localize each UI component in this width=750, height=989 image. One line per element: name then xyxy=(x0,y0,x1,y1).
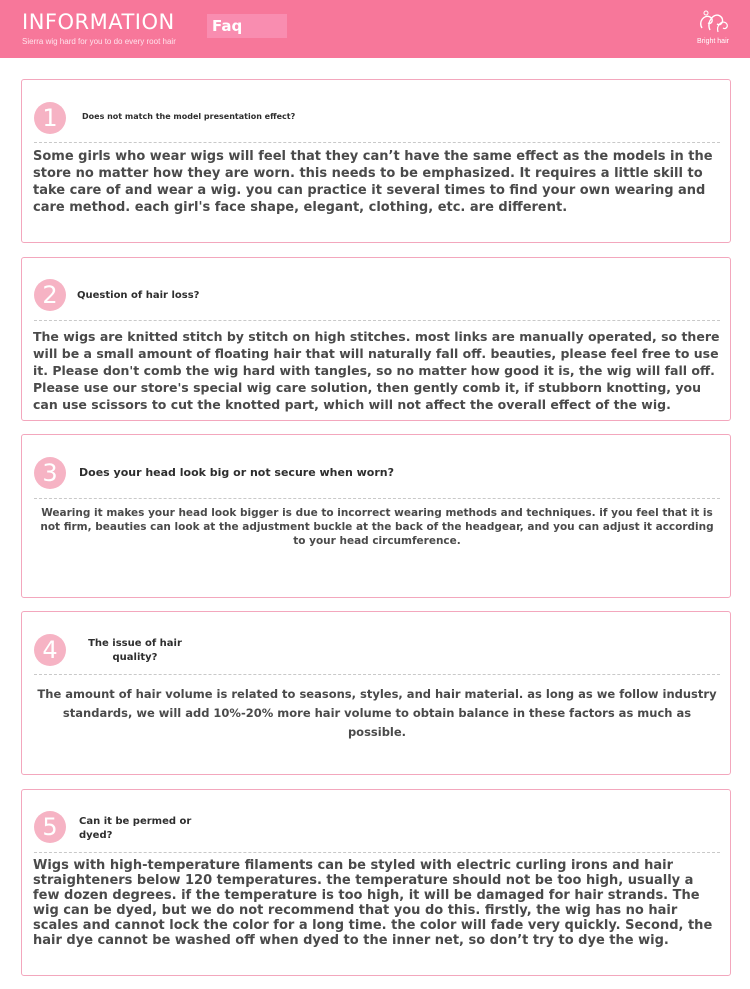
curly-hair-icon xyxy=(696,8,730,36)
dashed-divider xyxy=(34,142,720,143)
dashed-divider xyxy=(34,320,720,321)
dashed-divider xyxy=(34,674,720,675)
faq-item-2 xyxy=(21,257,731,421)
faq-answer: Wearing it makes your head look bigger is due to incorrect wearing methods and techniques. if you feel that it is not firm, beauties can look at the adjustment buckle at the back of the headgear, and you can adjust it according to your head circumference. xyxy=(40,507,714,547)
number-badge: 4 xyxy=(34,634,66,666)
faq-answer: The wigs are knitted stitch by stitch on high stitches. most links are manually operated, so there will be a small amount of floating hair that will naturally fall off. beauties, please feel free to use it. Please don't comb the wig hard with tangles, so no matter how good it is, the wig will fall off. Please use our store's special wig care solution, then gently comb it, if stubborn knotting, you can use scissors to cut the knotted part, which will not affect the overall effect of the wig. xyxy=(33,329,720,412)
number-badge: 2 xyxy=(34,279,66,311)
faq-question: Does not match the model presentation effect? xyxy=(82,112,296,121)
faq-question: The issue of hair quality? xyxy=(88,638,182,663)
faq-answer: Some girls who wear wigs will feel that they can’t have the same effect as the models in the store no matter how they are worn. this needs to be emphasized. It requires a little skill to take care of and wear a wig. you can practice it several times to find your own wearing and care method. each girl's face shape, elegant, clothing, etc. are different. xyxy=(33,149,713,215)
faq-item-1 xyxy=(21,79,731,243)
faq-item-4 xyxy=(21,611,731,775)
number-badge: 5 xyxy=(34,811,66,843)
faq-tab[interactable]: Faq xyxy=(207,14,287,38)
page-title: INFORMATION xyxy=(22,10,175,34)
faq-question: Can it be permed or dyed? xyxy=(79,816,192,841)
brand-logo xyxy=(688,8,738,52)
dashed-divider xyxy=(34,498,720,499)
page-subtitle: Sierra wig hard for you to do every root hair xyxy=(22,37,176,46)
faq-question: Question of hair loss? xyxy=(77,290,200,301)
faq-answer: The amount of hair volume is related to seasons, styles, and hair material. as long as we follow industry standards, we will add 10%-20% more hair volume to obtain balance in these factors as much as possible. xyxy=(37,687,717,739)
number-badge: 1 xyxy=(34,102,66,134)
brand-name: Bright hair xyxy=(697,38,729,45)
faq-item-3 xyxy=(21,434,731,598)
faq-answer: Wigs with high-temperature filaments can be styled with electric curling irons and hair straighteners below 120 temperatures. the temperature should not be too high, usually a few dozen degrees. if the temperature is too high, it will be damaged for hair strands. The wig can be dyed, but we do not recommend that you do this. firstly, the wig has no hair scales and cannot lock the color for a long time. the color will fade very quickly. Second, the hair dye cannot be washed off when dyed to the inner net, so don’t try to dye the wig. xyxy=(33,858,713,948)
faq-item-5 xyxy=(21,789,731,976)
dashed-divider xyxy=(34,852,720,853)
header-banner xyxy=(0,0,750,58)
faq-question: Does your head look big or not secure when worn? xyxy=(79,466,394,479)
number-badge: 3 xyxy=(34,457,66,489)
